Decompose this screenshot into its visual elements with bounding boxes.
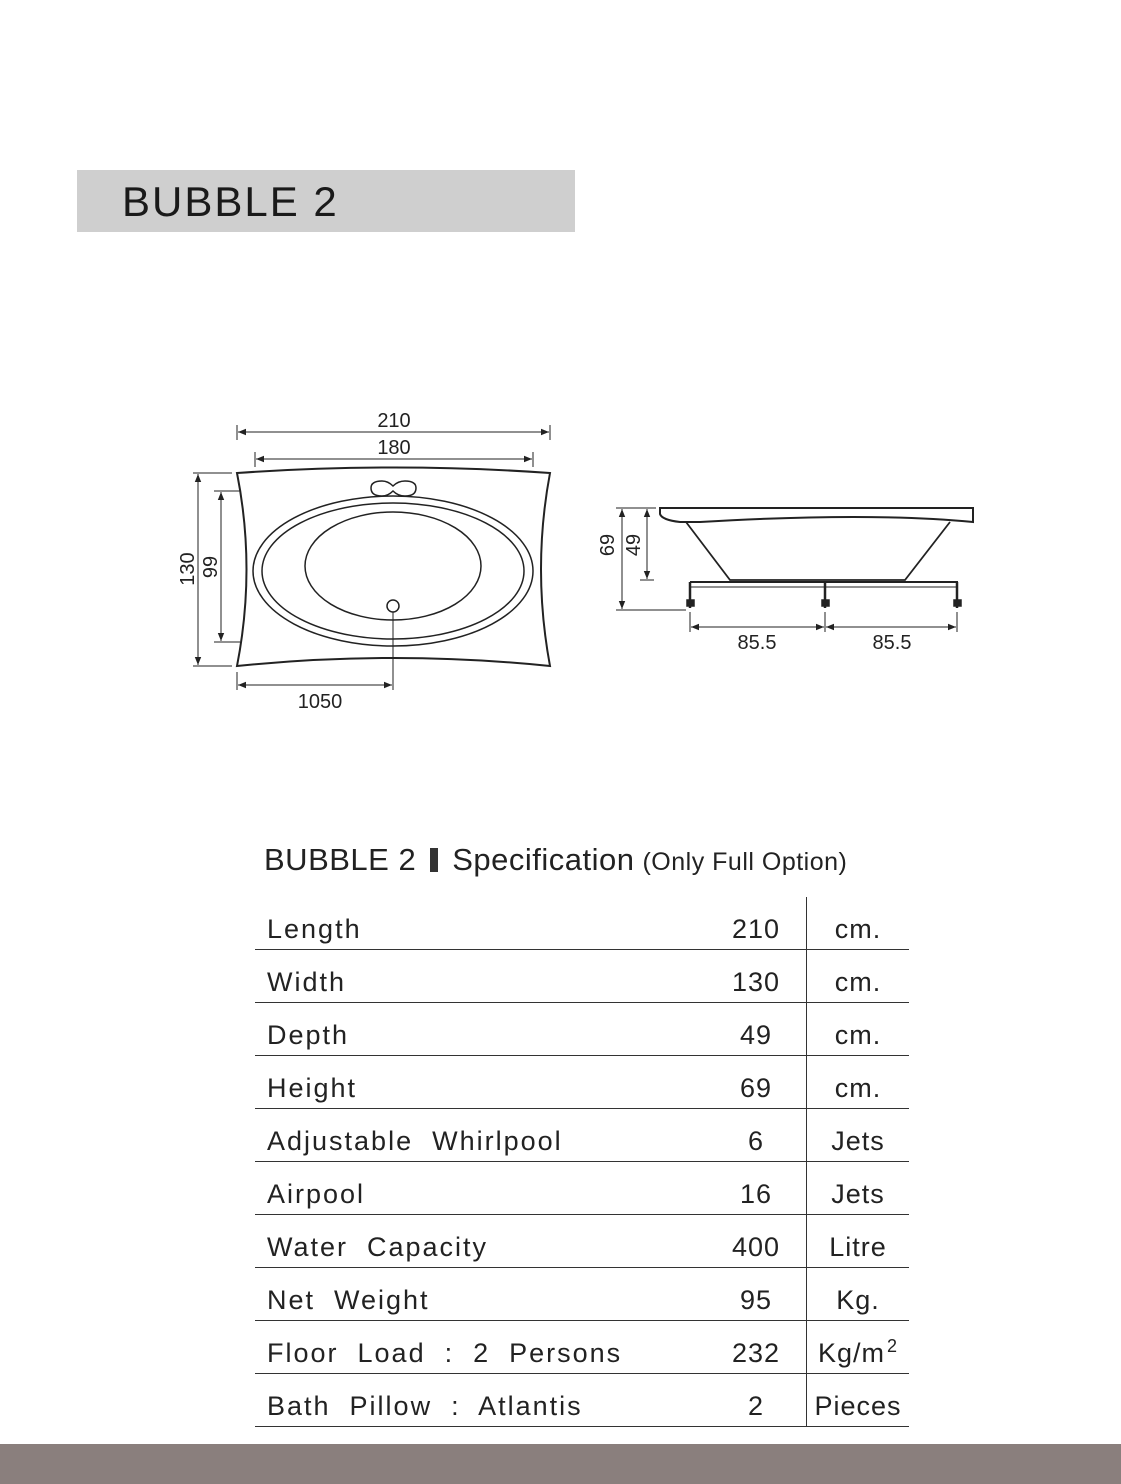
- spec-label: Net Weight: [255, 1268, 706, 1321]
- spec-label: Floor Load : 2 Persons: [255, 1321, 706, 1374]
- spec-unit-text: Litre: [829, 1232, 887, 1262]
- spec-label: Bath Pillow : Atlantis: [255, 1374, 706, 1427]
- spec-unit-text: Jets: [831, 1126, 885, 1156]
- spec-value: 210: [706, 897, 807, 950]
- top-view: [193, 425, 550, 690]
- spec-unit-superscript: 2: [887, 1336, 899, 1356]
- spec-unit: [807, 1374, 910, 1427]
- spec-unit: [807, 1215, 910, 1268]
- spec-label: Depth: [255, 1003, 706, 1056]
- page-title: BUBBLE 2: [122, 178, 339, 225]
- spec-unit: [807, 1109, 910, 1162]
- spec-value: 16: [706, 1162, 807, 1215]
- spec-value: 69: [706, 1056, 807, 1109]
- drain-icon: [387, 600, 399, 612]
- spec-heading-text: Specification: [452, 842, 635, 877]
- spec-table: [255, 897, 909, 1427]
- tub-foot-middle: [822, 600, 829, 606]
- spec-label: Water Capacity: [255, 1215, 706, 1268]
- spec-value: 95: [706, 1268, 807, 1321]
- spec-unit: [807, 1162, 910, 1215]
- spec-unit: [807, 1268, 910, 1321]
- spec-value: 400: [706, 1215, 807, 1268]
- dim-depth: 49: [623, 533, 645, 557]
- table-row: [255, 1215, 909, 1268]
- side-view: [616, 508, 973, 632]
- heading-separator: [430, 848, 438, 872]
- dim-inner-length: 180: [377, 437, 411, 459]
- dim-drain-offset: 1050: [297, 691, 343, 713]
- spec-unit-text: Jets: [831, 1179, 885, 1209]
- dim-outer-width: 130: [177, 552, 199, 586]
- spec-unit-text: cm.: [834, 1020, 882, 1050]
- tub-side-body: [686, 522, 950, 580]
- spec-unit-text: cm.: [834, 967, 882, 997]
- tub-basin: [305, 512, 481, 620]
- pillow-icon: [371, 481, 416, 496]
- table-row: [255, 897, 909, 950]
- dim-outer-length: 210: [377, 410, 411, 432]
- spec-unit: [807, 1056, 910, 1109]
- table-row: [255, 1321, 909, 1374]
- table-row: [255, 1003, 909, 1056]
- spec-value: 49: [706, 1003, 807, 1056]
- spec-unit: [807, 1003, 910, 1056]
- table-row: [255, 1056, 909, 1109]
- spec-unit: [807, 950, 910, 1003]
- tub-side-rim: [660, 508, 973, 522]
- tub-foot-left: [687, 600, 694, 606]
- dim-inner-width: 99: [200, 555, 222, 579]
- spec-unit-text: Pieces: [814, 1391, 902, 1421]
- spec-label: Width: [255, 950, 706, 1003]
- spec-unit: [807, 897, 910, 950]
- spec-heading-note: (Only Full Option): [642, 848, 848, 876]
- spec-value: 2: [706, 1374, 807, 1427]
- spec-unit: [807, 1321, 910, 1374]
- table-row: [255, 1162, 909, 1215]
- spec-value: 232: [706, 1321, 807, 1374]
- spec-label: Adjustable Whirlpool: [255, 1109, 706, 1162]
- spec-label: Height: [255, 1056, 706, 1109]
- spec-unit-text: cm.: [834, 1073, 882, 1103]
- spec-heading: [264, 842, 847, 878]
- table-row: [255, 1109, 909, 1162]
- spec-unit-text: Kg.: [836, 1285, 880, 1315]
- spec-label: Length: [255, 897, 706, 950]
- spec-unit-text: cm.: [834, 914, 882, 944]
- footer-bar: [0, 1444, 1121, 1484]
- tub-foot-right: [954, 600, 961, 606]
- spec-value: 130: [706, 950, 807, 1003]
- spec-model-name: BUBBLE 2: [264, 842, 417, 877]
- table-row: [255, 1374, 909, 1427]
- spec-unit-text: Kg/m: [817, 1338, 885, 1368]
- dim-leg-span-right: 85.5: [872, 632, 912, 654]
- table-row: [255, 950, 909, 1003]
- dim-height: 69: [597, 533, 619, 557]
- table-row: [255, 1268, 909, 1321]
- spec-value: 6: [706, 1109, 807, 1162]
- spec-label: Airpool: [255, 1162, 706, 1215]
- dim-leg-span-left: 85.5: [737, 632, 777, 654]
